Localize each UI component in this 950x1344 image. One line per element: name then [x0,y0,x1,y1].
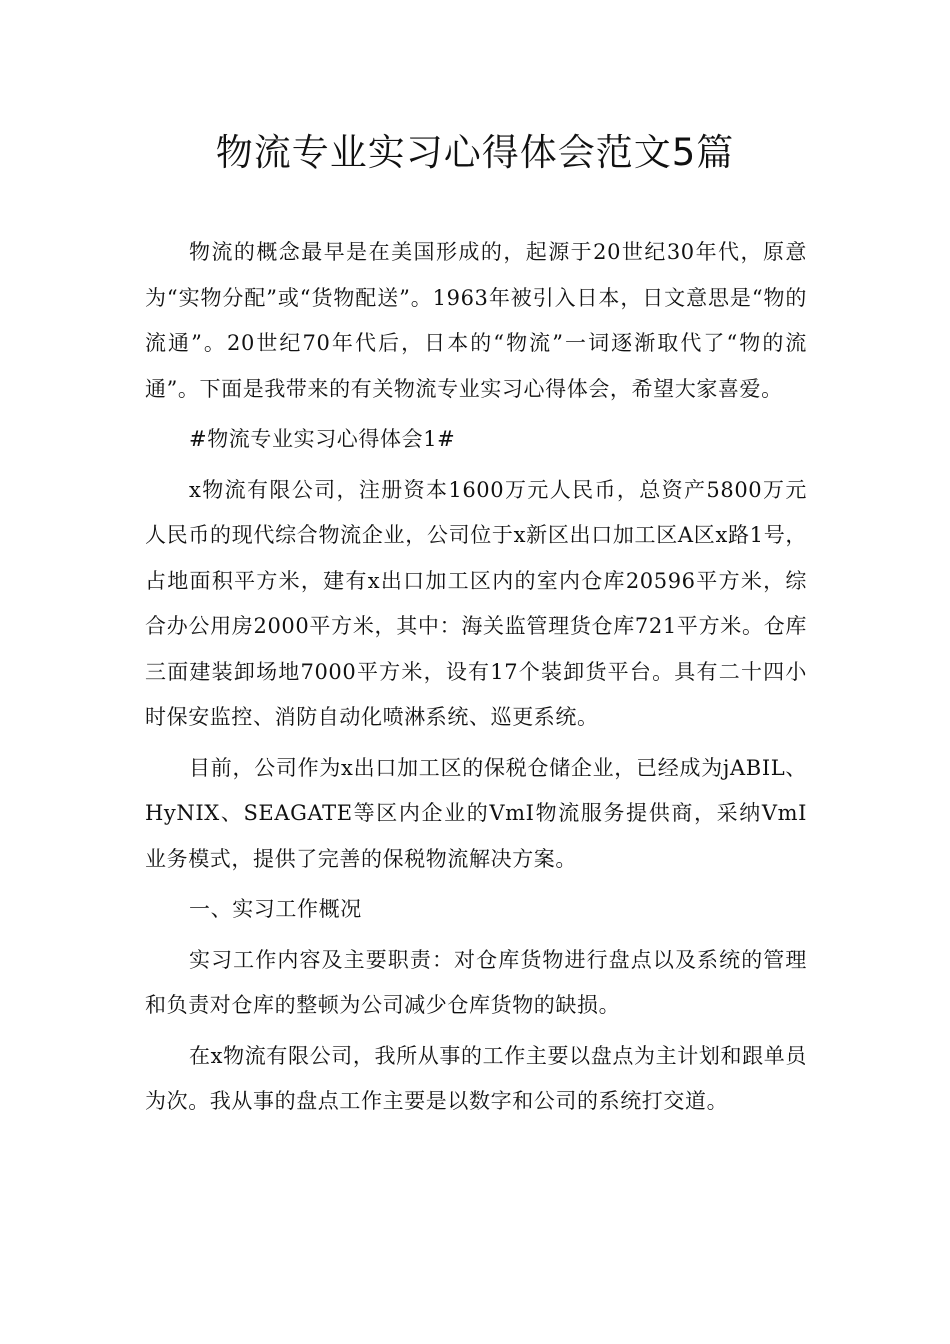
subsection-heading: 一、实习工作概况 [189,897,362,921]
work-paragraph: 在x物流有限公司，我所从事的工作主要以盘点为主计划和跟单员为次。我从事的盘点工作主要是以数字和公司的系统打交道。 [145,1043,807,1113]
company-paragraph: x物流有限公司，注册资本1600万元人民币，总资产5800万元人民币的现代综合物流企业，公司位于x新区出口加工区A区x路1号，占地面积平方米，建有x出口加工区内的室内仓库20596平方米，综合办公用房2000平方米，其中：海关监管理货仓库721平方米。仓库三面建装卸场地7000平方米，设有17个装卸货平台。具有二十四小时保安监控、消防自动化喷淋系统、巡更系统。 [145,477,807,729]
document-title: 物流专业实习心得体会范文5篇 [215,131,735,174]
section-heading-1: #物流专业实习心得体会1# [189,427,456,451]
duties-paragraph: 实习工作内容及主要职责：对仓库货物进行盘点以及系统的管理和负责对仓库的整顿为公司减少仓库货物的缺损。 [145,947,807,1017]
document-body [145,230,807,1130]
current-status-paragraph: 目前，公司作为x出口加工区的保税仓储企业，已经成为jABIL、HyNIX、SEAGATE等区内企业的VmI物流服务提供商，采纳VmI业务模式，提供了完善的保税物流解决方案。 [145,755,807,871]
intro-paragraph: 物流的概念最早是在美国形成的，起源于20世纪30年代，原意为“实物分配”或“货物配送”。1963年被引入日本，日文意思是“物的流通”。20世纪70年代后，日本的“物流”一词逐渐取代了“物的流通”。下面是我带来的有关物流专业实习心得体会，希望大家喜爱。 [145,240,807,401]
